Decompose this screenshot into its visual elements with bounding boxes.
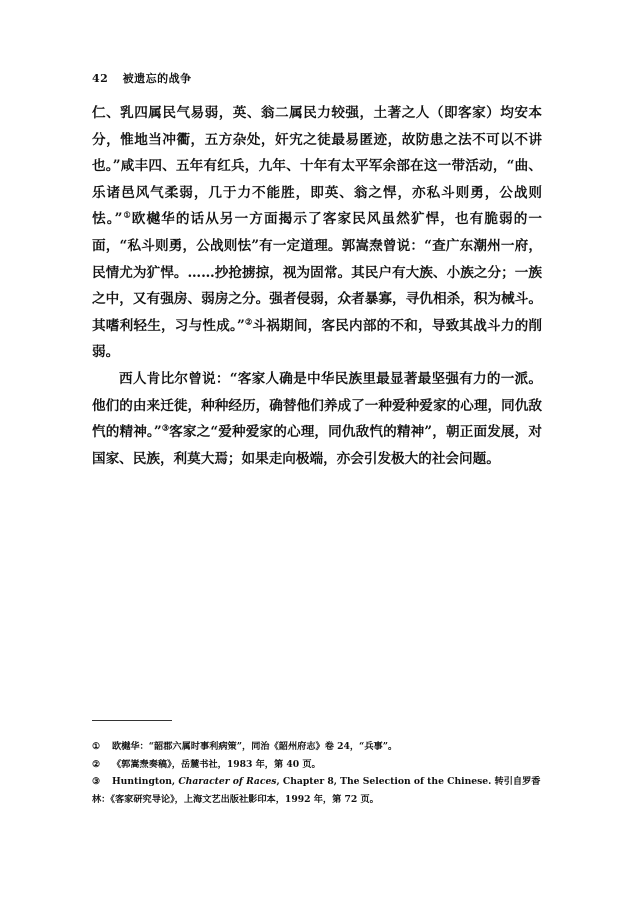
paragraph <box>92 366 542 472</box>
book-title: 被遗忘的战争 <box>122 72 192 85</box>
footnote-divider <box>92 720 172 721</box>
footnote-text: 《郭嵩焘奏稿》，岳麓书社，1983 年，第 40 页。 <box>112 758 321 770</box>
footnote <box>92 738 550 756</box>
paragraph-text: 仁、乳四属民气易弱，英、翁二属民力较强，土著之人（即客家）均安本分，惟地当冲衢，五方杂处，奸宄之徒最易匿迹，故防患之法不可以不讲也。”咸丰四、五年有红兵，九年、十年有太平军余部在这一带活动，“曲、乐诸邑风气柔弱，几于力不能胜，即英、翁之悍，亦私斗则勇，公战则怯。” <box>92 105 542 228</box>
footnote-text: , Chapter 8, The Selection of the Chinese. 转引自罗香林：《客家研究导论》，上海文艺出版社影印本，1992 年，第 72 页。 <box>92 776 541 805</box>
footnote <box>92 756 550 774</box>
footnotes <box>92 738 550 808</box>
paragraph <box>92 100 542 366</box>
body-text <box>92 100 542 472</box>
footnote-text: Huntington, <box>112 776 179 787</box>
footnote-ref: ② <box>244 316 253 327</box>
paragraph-text: 欧樾华的话从另一方面揭示了客家民风虽然犷悍，也有脆弱的一面，“私斗则勇，公战则怯”有一定道理。郭嵩焘曾说：“查广东潮州一府，民情尤为犷悍。……抄抢掳掠，视为固常。其民户有大族、小族之分；一族之中，又有强房、弱房之分。强者侵弱，众者暴寡，寻仇相杀，积为械斗。其嗜利轻生，习与性成。” <box>92 211 543 334</box>
footnote <box>92 773 550 808</box>
running-head <box>92 70 192 86</box>
footnote-mark: ① <box>92 741 101 752</box>
footnote-ref: ③ <box>161 422 170 433</box>
footnote-text: 欧樾华：“韶郡六属时事利病策”，同治《韶州府志》卷 24，“兵事”。 <box>112 741 398 752</box>
page-number: 42 <box>92 72 109 85</box>
footnote-ref: ① <box>122 209 132 220</box>
paragraph-text: 客家之“爱种爱家的心理，同仇敌忾的精神”，朝正面发展，对国家、民族，利莫大焉；如果走向极端，亦会引发极大的社会问题。 <box>92 424 542 467</box>
footnote-title: Character of Races <box>178 776 277 787</box>
footnote-mark: ③ <box>92 776 101 787</box>
paragraph-text: 西人肯比尔曾说：“客家人确是中华民族里最显著最坚强有力的一派。他们的由来迁徙，种种经历，确替他们养成了一种爱种爱家的心理，同仇敌忾的精神。” <box>92 370 542 441</box>
footnote-mark: ② <box>92 758 101 770</box>
paragraph-text: 斗祸期间，客民内部的不和，导致其战斗力的削弱。 <box>92 317 543 361</box>
